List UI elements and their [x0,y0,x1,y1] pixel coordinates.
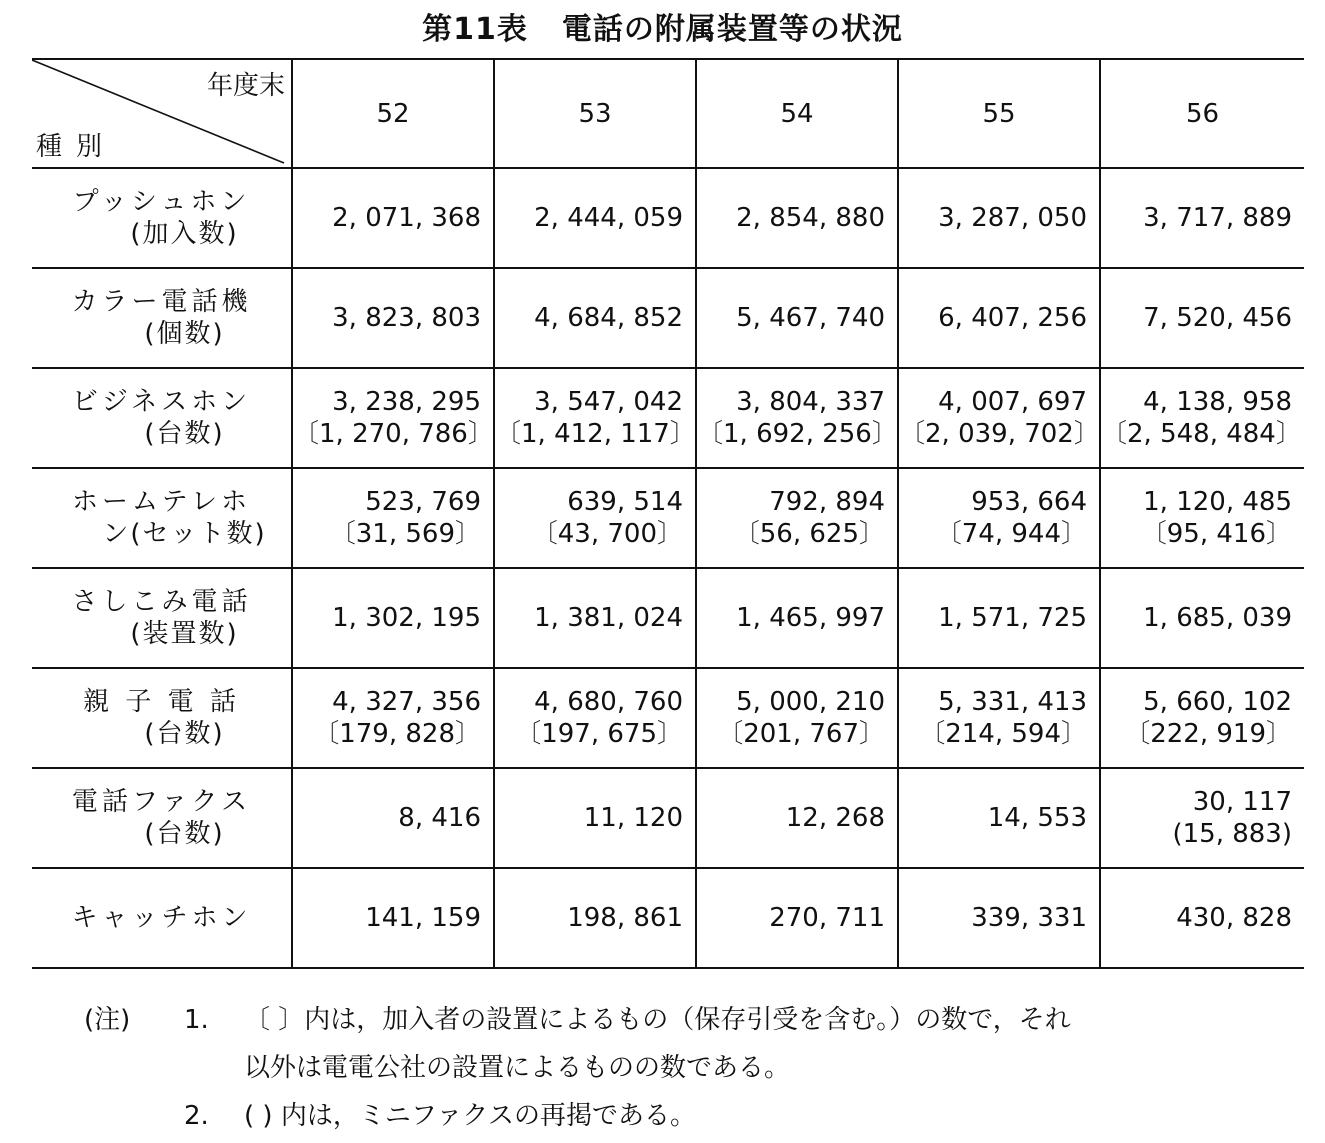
value-cell [1100,368,1304,468]
table-title-text: 電話の附属装置等の状況 [561,12,903,47]
value-main: 2, 071, 368 [332,203,481,233]
value-sub: 〔179, 828〕 [313,719,481,749]
row-label-cell [32,268,292,368]
value-sub: 〔197, 675〕 [515,719,683,749]
value-cell [898,868,1100,968]
value-cell [898,668,1100,768]
note-item [84,1092,1314,1140]
value-cell [292,368,494,468]
value-main: 2, 854, 880 [736,203,885,233]
value-cell [1100,268,1304,368]
table-row [32,868,1304,968]
value-main: 3, 823, 803 [332,303,481,333]
value-cell [292,668,494,768]
value-main: 8, 416 [398,803,481,833]
value-cell [696,568,898,668]
value-main: 4, 680, 760 [534,687,683,717]
corner-header-year: 年度末 [206,71,285,101]
header-row [32,59,1304,168]
row-label: ホームテレホ [72,487,251,517]
value-main: 523, 769 [365,487,481,517]
row-label: 電話ファクス [71,787,252,817]
year-header: 53 [494,59,696,168]
value-sub: 〔214, 594〕 [919,719,1087,749]
value-cell [696,868,898,968]
row-label-unit: (個数) [144,319,225,349]
row-label-unit: (装置数) [130,619,239,649]
value-cell [292,768,494,868]
note-text: 〔 〕内は，加入者の設置によるもの（保存引受を含む。）の数で，それ [244,1005,1071,1035]
row-label-cell [32,868,292,968]
row-label-cell [32,468,292,568]
value-cell [696,268,898,368]
value-sub: 〔1, 270, 786〕 [293,419,494,449]
value-main: 953, 664 [971,487,1087,517]
note-mark: (注) [84,1005,131,1035]
value-cell [1100,568,1304,668]
value-sub: 〔2, 039, 702〕 [899,419,1100,449]
value-cell [494,868,696,968]
value-cell [898,468,1100,568]
value-main: 639, 514 [567,487,683,517]
value-main: 792, 894 [769,487,885,517]
row-label-unit: (加入数) [130,219,239,249]
value-main: 14, 553 [987,803,1087,833]
value-cell [696,168,898,268]
row-label-unit: (台数) [144,419,225,449]
row-label: プッシュホン [72,187,251,217]
value-main: 1, 381, 024 [534,603,683,633]
row-label-unit: (台数) [144,719,225,749]
row-label: キャッチホン [71,903,252,933]
note-text: ( ) 内は，ミニファクスの再掲である。 [244,1101,697,1131]
value-main: 30, 117 [1192,787,1292,817]
year-header: 52 [292,59,494,168]
value-main: 3, 238, 295 [332,387,481,417]
value-main: 198, 861 [567,903,683,933]
value-sub: 〔201, 767〕 [717,719,885,749]
row-label-cell [32,768,292,868]
note-continuation: 以外は電電公社の設置によるものの数である。 [244,1053,791,1083]
value-cell [494,468,696,568]
value-cell [898,768,1100,868]
table-notes [84,996,1314,1140]
row-label-unit: ン(セット数) [102,519,267,549]
value-main: 1, 302, 195 [332,603,481,633]
value-main: 5, 660, 102 [1143,687,1292,717]
value-main: 3, 717, 889 [1143,203,1292,233]
value-cell [292,868,494,968]
row-label-cell [32,568,292,668]
value-sub: 〔1, 692, 256〕 [697,419,898,449]
value-sub: 〔31, 569〕 [329,519,481,549]
value-main: 11, 120 [583,803,683,833]
table-title [0,4,1325,48]
value-cell [292,468,494,568]
value-cell [696,668,898,768]
value-main: 4, 327, 356 [332,687,481,717]
value-cell [1100,168,1304,268]
note-item [84,996,1314,1044]
row-label-cell [32,168,292,268]
value-main: 6, 407, 256 [938,303,1087,333]
value-cell [898,568,1100,668]
row-label: 親 子 電 話 [83,687,240,717]
value-main: 5, 000, 210 [736,687,885,717]
value-main: 5, 331, 413 [938,687,1087,717]
value-main: 3, 547, 042 [534,387,683,417]
value-cell [1100,768,1304,868]
value-main: 4, 007, 697 [938,387,1087,417]
value-cell [292,168,494,268]
value-sub: 〔95, 416〕 [1140,519,1292,549]
value-sub: 〔56, 625〕 [733,519,885,549]
year-header: 54 [696,59,898,168]
row-label: ビジネスホン [71,387,252,417]
value-main: 1, 465, 997 [736,603,885,633]
value-main: 141, 159 [365,903,481,933]
value-sub: 〔74, 944〕 [935,519,1087,549]
value-cell [898,168,1100,268]
table-row [32,568,1304,668]
table-row [32,168,1304,268]
value-sub: 〔43, 700〕 [531,519,683,549]
value-main: 1, 685, 039 [1143,603,1292,633]
table-number: 第11表 [422,12,528,47]
table-row [32,768,1304,868]
table-row [32,368,1304,468]
value-main: 270, 711 [769,903,885,933]
value-cell [494,768,696,868]
value-cell [1100,868,1304,968]
value-main: 1, 120, 485 [1143,487,1292,517]
corner-header-type: 種別 [36,132,117,162]
value-main: 2, 444, 059 [534,203,683,233]
value-cell [898,268,1100,368]
year-header: 55 [898,59,1100,168]
value-cell [292,268,494,368]
value-cell [494,568,696,668]
value-cell [696,768,898,868]
value-main: 1, 571, 725 [938,603,1087,633]
value-cell [696,368,898,468]
value-cell [898,368,1100,468]
row-label-cell [32,368,292,468]
value-cell [494,168,696,268]
table-row [32,268,1304,368]
year-header: 56 [1100,59,1304,168]
value-cell [292,568,494,668]
value-main: 12, 268 [785,803,885,833]
value-main: 339, 331 [971,903,1087,933]
value-main: 3, 804, 337 [736,387,885,417]
value-main: 4, 138, 958 [1143,387,1292,417]
note-number: 2. [184,1101,209,1131]
table-row [32,668,1304,768]
value-main: 4, 684, 852 [534,303,683,333]
note-number: 1. [184,1005,209,1035]
value-sub: 〔1, 412, 117〕 [495,419,696,449]
value-main: 430, 828 [1176,903,1292,933]
value-sub: 〔222, 919〕 [1124,719,1292,749]
value-cell [494,668,696,768]
value-sub: (15, 883) [1172,819,1292,849]
value-cell [696,468,898,568]
statistics-table [32,58,1304,969]
table-row [32,468,1304,568]
row-label: さしこみ電話 [71,587,252,617]
value-main: 5, 467, 740 [736,303,885,333]
value-main: 7, 520, 456 [1143,303,1292,333]
corner-header-cell [32,59,292,168]
value-cell [494,268,696,368]
value-main: 3, 287, 050 [938,203,1087,233]
value-cell [1100,668,1304,768]
row-label-unit: (台数) [144,819,225,849]
row-label: カラー電話機 [71,287,252,317]
value-cell [494,368,696,468]
value-cell [1100,468,1304,568]
value-sub: 〔2, 548, 484〕 [1101,419,1302,449]
row-label-cell [32,668,292,768]
